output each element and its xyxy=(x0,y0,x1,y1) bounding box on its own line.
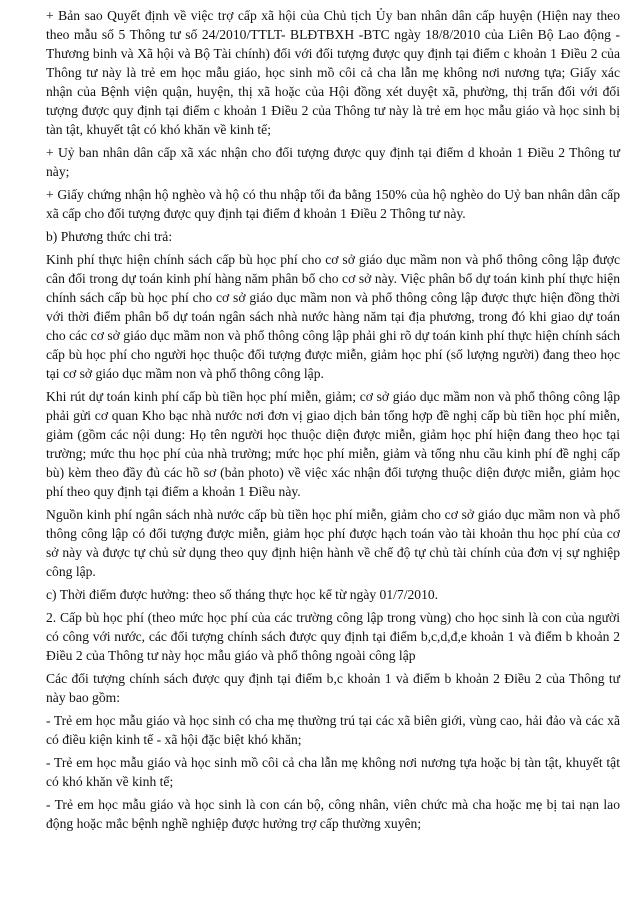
list-item-orphans-disabled: - Trẻ em học mẫu giáo và học sinh mồ côi cả cha lẫn mẹ không nơi nương tựa hoặc bị tàn tật, khuyết tật có khó khăn về kinh tế; xyxy=(46,755,620,789)
paragraph-commune-confirmation: + Uỷ ban nhân dân cấp xã xác nhận cho đối tượng được quy định tại điểm d khoản 1 Điều 2 Thông tư này; xyxy=(46,145,620,179)
list-item-border-communes: - Trẻ em học mẫu giáo và học sinh có cha mẹ thường trú tại các xã biên giới, vùng cao, hải đảo và các xã có điều kiện kinh tế - xã hội đặc biệt khó khăn; xyxy=(46,713,620,747)
list-item-work-accident: - Trẻ em học mẫu giáo và học sinh là con cán bộ, công nhân, viên chức mà cha hoặc mẹ bị tai nạn lao động hoặc mắc bệnh nghề nghiệp được hưởng trợ cấp thường xuyên; xyxy=(46,797,620,831)
paragraph-policy-beneficiaries: Các đối tượng chính sách được quy định tại điểm b,c khoản 1 và điểm b khoản 2 Điều 2 của Thông tư này bao gồm: xyxy=(46,671,620,705)
paragraph-withdraw-estimate: Khi rút dự toán kinh phí cấp bù tiền học phí miễn, giảm; cơ sở giáo dục mầm non và phổ thông công lập phải gửi cơ quan Kho bạc nhà nước nơi đơn vị giao dịch bản tổng hợp đề nghị cấp bù tiền học phí miễn, giảm (gồm các nội dung: Họ tên người học thuộc diện được miễn, giảm học phí hiện đang theo học tại trường; mức thu học phí của nhà trường; mức học phí miễn, giảm và tổng nhu cầu kinh phí đề nghị cấp bù) kèm theo đầy đủ các hồ sơ (bản photo) về việc xác nhận đối tượng thuộc diện được miễn, giảm học phí theo quy định tại điểm a khoản 1 Điều này. xyxy=(46,389,620,499)
section-heading-payment-method: b) Phương thức chi trả: xyxy=(46,229,173,244)
section-heading-effective-time: c) Thời điểm được hưởng: theo số tháng thực học kể từ ngày 01/7/2010. xyxy=(46,587,439,602)
paragraph-budget-allocation: Kinh phí thực hiện chính sách cấp bù học phí cho cơ sở giáo dục mầm non và phổ thông công lập được cân đối trong dự toán kinh phí hàng năm phân bổ cho cơ sở này. Việc phân bổ dự toán kinh phí thực hiện chính sách cấp bù học phí cho cơ sở giáo dục mầm non và phổ thông công lập được thực hiện đồng thời với thời điểm phân bổ dự toán ngân sách nhà nước hàng năm tại địa phương, trong đó khi giao dự toán cho các cơ sở giáo dục mầm non và phổ thông công lập phải ghi rõ dự toán kinh phí thực hiện chính sách cấp bù học phí cho người học thuộc đối tượng được miễn, giảm học phí (số lượng người) đang theo học tại cơ sở giáo dục mầm non và phổ thông công lập. xyxy=(46,252,620,381)
paragraph-poor-household-certificate: + Giấy chứng nhận hộ nghèo và hộ có thu nhập tối đa bằng 150% của hộ nghèo do Uỷ ban nhân dân cấp xã cấp cho đối tượng được quy định tại điểm đ khoản 1 Điều 2 Thông tư này. xyxy=(46,187,620,221)
paragraph-section-2: 2. Cấp bù học phí (theo mức học phí của các trường công lập trong vùng) cho học sinh là con của người có công với nước, các đối tượng chính sách được quy định tại điểm b,c,d,đ,e khoản 1 và điểm b khoản 2 Điều 2 của Thông tư này học mẫu giáo và phổ thông ngoài công lập xyxy=(46,610,620,663)
paragraph-decision-copy: + Bản sao Quyết định về việc trợ cấp xã hội của Chủ tịch Ủy ban nhân dân cấp huyện (Hiện nay theo theo mẫu số 5 Thông tư số 24/2010/TTLT- BLĐTBXH -BTC ngày 18/8/2010 của Liên Bộ Lao động - Thương binh và Xã hội và Bộ Tài chính) đối với đối tượng được quy định tại điểm c khoản 1 Điều 2 của Thông tư này là trẻ em học mẫu giáo, học sinh mồ côi cả cha lẫn mẹ không nơi nương tựa; Giấy xác nhận của Bệnh viện quận, huyện, thị xã hoặc của Hội đồng xét duyệt xã, phường, thị trấn đối với đối tượng được quy định tại điểm c khoản 1 Điều 2 của Thông tư này là trẻ em học mẫu giáo và học sinh bị tàn tật, khuyết tật có khó khăn về kinh tế; xyxy=(46,8,620,137)
paragraph-funding-source: Nguồn kinh phí ngân sách nhà nước cấp bù tiền học phí miễn, giảm cho cơ sở giáo dục mầm non và phổ thông công lập có đối tượng được miễn, giảm học phí được hạch toán vào tài khoản thu học phí của cơ sở này và được tự chủ sử dụng theo quy định hiện hành về chế độ tự chủ tài chính của đơn vị sự nghiệp công lập. xyxy=(46,507,620,579)
